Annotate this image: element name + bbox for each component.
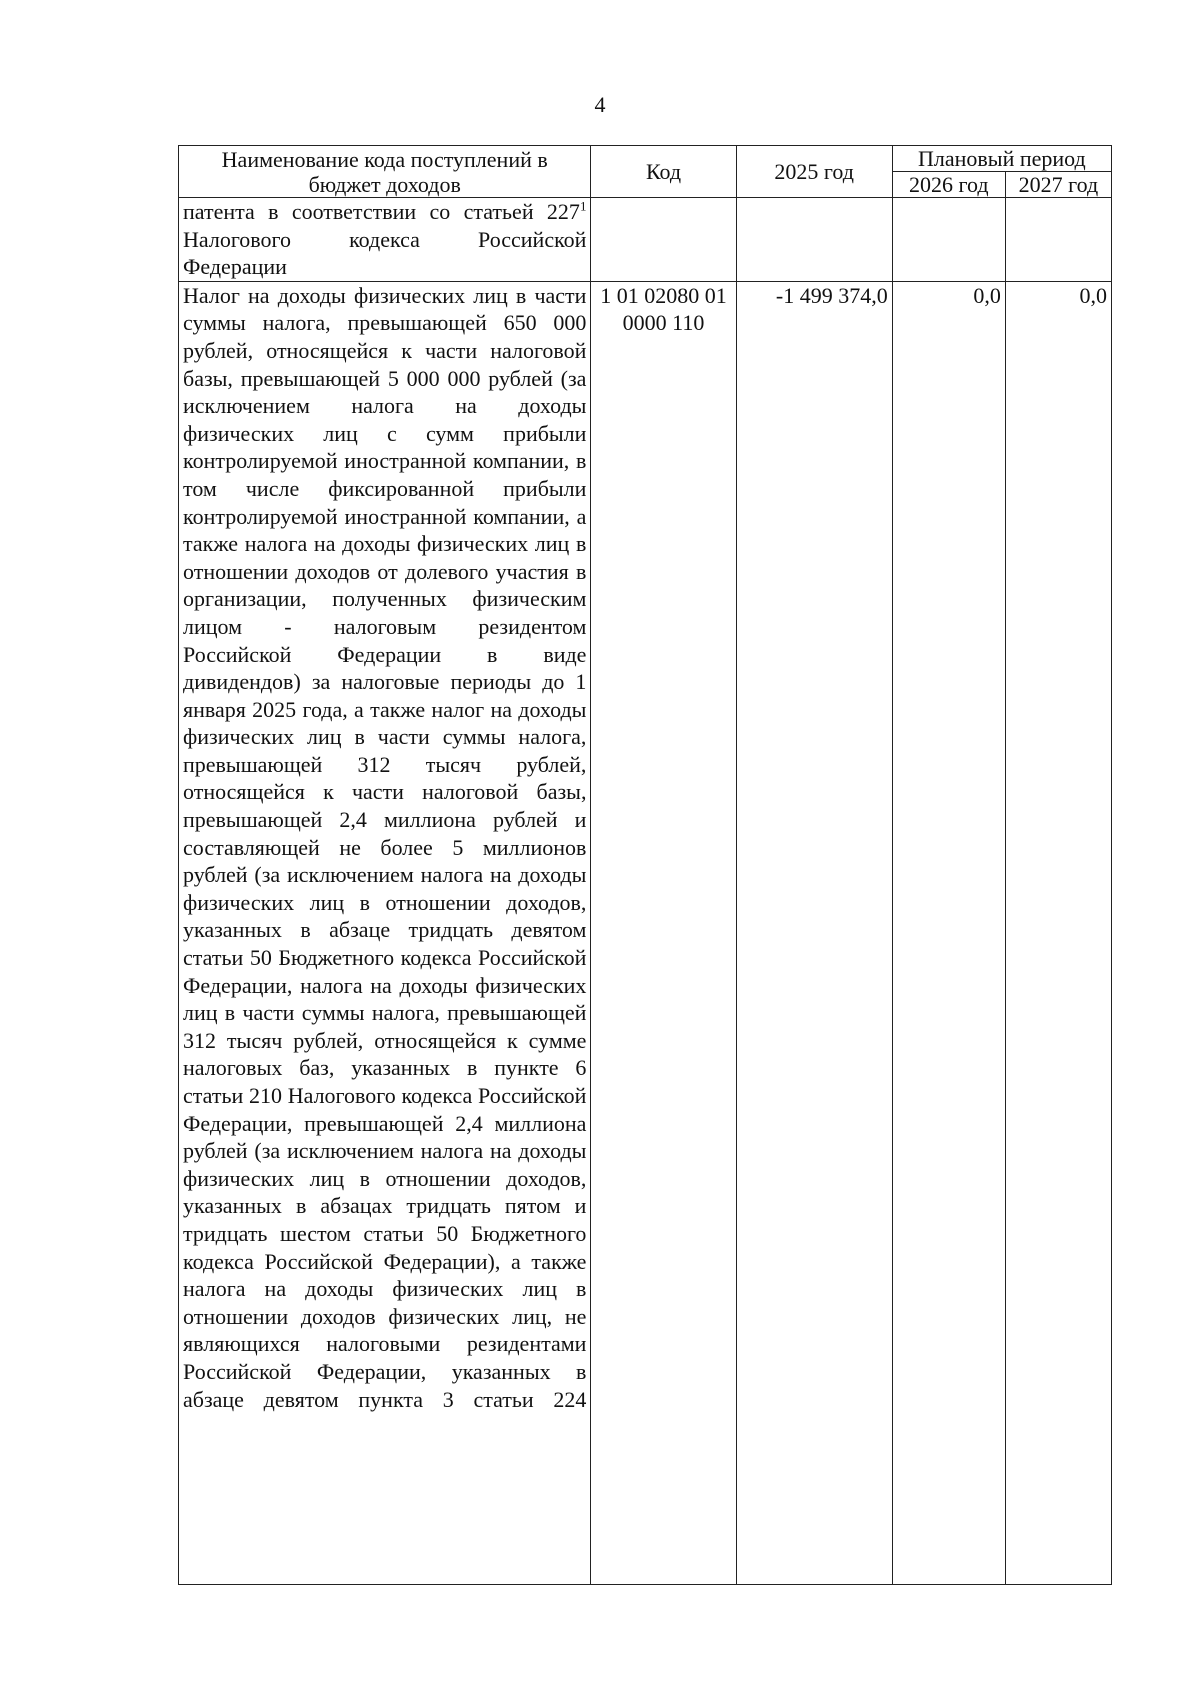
- table-header-row: [179, 146, 1112, 172]
- row-name-prefix: патента в соответствии со статьей 227: [183, 199, 580, 224]
- header-year-2027: 2027 год: [1005, 172, 1111, 198]
- row-name-cell: Налог на доходы физических лиц в части суммы налога, превышающей 650 000 рублей, относящейся к части налоговой базы, превышающей 5 000 000 рублей (за исключением налога на доходы физических лиц с сумм прибыли контролируемой иностранной компании, в том числе фиксированной прибыли контролируемой иностранной компании, а также налога на доходы физических лиц в отношении доходов от долевого участия в организации, полученных физическим лицом - налоговым резидентом Российской Федерации в виде дивидендов) за налоговые периоды до 1 января 2025 года, а также налог на доходы физических лиц в части суммы налога, превышающей 312 тысяч рублей, относящейся к части налоговой базы, превышающей 2,4 миллиона рублей и составляющей не более 5 миллионов рублей (за исключением налога на доходы физических лиц в отношении доходов, указанных в абзаце тридцать девятом статьи 50 Бюджетного кодекса Российской Федерации, налога на доходы физических лиц в части суммы налога, превышающей 312 тысяч рублей, относящейся к сумме налоговых баз, указанных в пункте 6 статьи 210 Налогового кодекса Российской Федерации, превышающей 2,4 миллиона рублей (за исключением налога на доходы физических лиц в отношении доходов, указанных в абзацах тридцать пятом и тридцать шестом статьи 50 Бюджетного кодекса Российской Федерации), а также налога на доходы физических лиц в отношении доходов физических лиц, не являющихся налоговыми резидентами Российской Федерации, указанных в абзаце девятом пункта 3 статьи 224: [179, 281, 591, 1584]
- row-value-2025: -1 499 374,0: [736, 281, 892, 1584]
- page-number: 4: [594, 92, 606, 117]
- row-name-suffix: Налогового кодекса Российской Федерации: [183, 226, 587, 280]
- row-name-cell: [179, 198, 591, 282]
- header-year-2025: 2025 год: [736, 146, 892, 198]
- row-value-2027: 0,0: [1005, 281, 1111, 1584]
- row-value-2026: [892, 198, 1005, 282]
- header-year-2026: 2026 год: [892, 172, 1005, 198]
- row-value-2025: [736, 198, 892, 282]
- row-value-2027: [1005, 198, 1111, 282]
- table-row: [179, 281, 1112, 1584]
- row-value-2026: 0,0: [892, 281, 1005, 1584]
- header-planned-period: Плановый период: [892, 146, 1111, 172]
- row-code-cell: 1 01 02080 01 0000 110: [591, 281, 736, 1584]
- header-code: Код: [591, 146, 736, 198]
- budget-revenue-table: [178, 145, 1112, 1585]
- table-row: [179, 198, 1112, 282]
- header-name: Наименование кода поступлений в бюджет доходов: [179, 146, 591, 198]
- row-code-cell: [591, 198, 736, 282]
- row-name-superscript: 1: [579, 198, 587, 214]
